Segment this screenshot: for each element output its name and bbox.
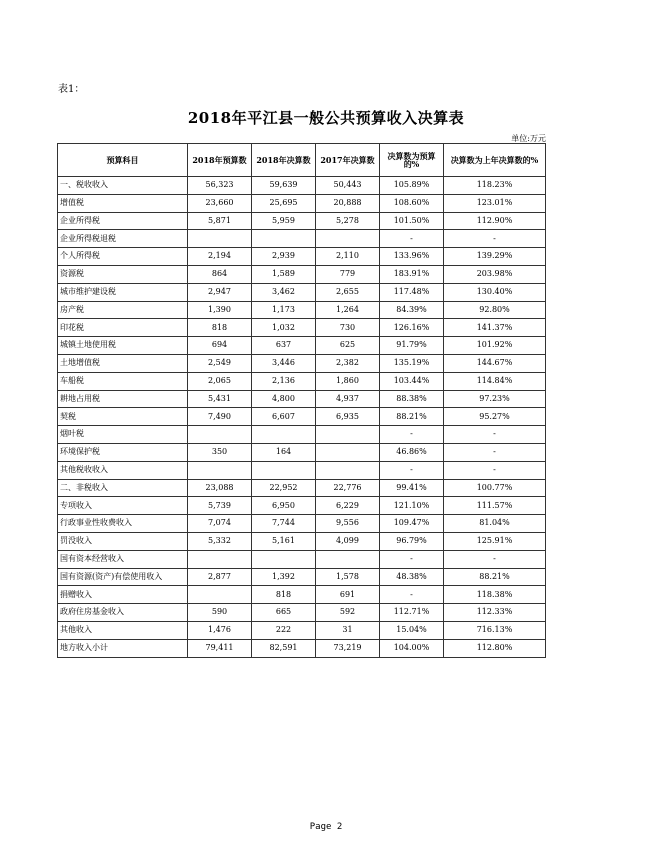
table-row	[58, 621, 546, 639]
cell-pct-prev: 114.84%	[444, 372, 546, 390]
cell-pct-prev: -	[444, 443, 546, 461]
cell-pct-budget: 84.39%	[380, 301, 444, 319]
cell-pct-prev: 125.91%	[444, 532, 546, 550]
cell-subject: 地方收入小计	[58, 639, 188, 657]
cell-pct-budget: 88.38%	[380, 390, 444, 408]
cell-final-2017: 5,278	[316, 212, 380, 230]
cell-final-2017: 22,776	[316, 479, 380, 497]
cell-budget-2018	[188, 426, 252, 444]
cell-final-2017: 9,556	[316, 515, 380, 533]
cell-pct-budget: 15.04%	[380, 621, 444, 639]
cell-budget-2018: 2,877	[188, 568, 252, 586]
cell-subject: 国有资源(资产)有偿使用收入	[58, 568, 188, 586]
cell-pct-budget: 133.96%	[380, 248, 444, 266]
cell-subject: 捐赠收入	[58, 586, 188, 604]
cell-pct-budget: 135.19%	[380, 354, 444, 372]
cell-final-2018: 3,462	[252, 283, 316, 301]
cell-final-2017: 2,110	[316, 248, 380, 266]
cell-budget-2018: 23,660	[188, 194, 252, 212]
cell-final-2017	[316, 443, 380, 461]
cell-final-2018: 25,695	[252, 194, 316, 212]
cell-pct-budget: 99.41%	[380, 479, 444, 497]
cell-subject: 其他收入	[58, 621, 188, 639]
table-row	[58, 497, 546, 515]
table-row	[58, 639, 546, 657]
cell-subject: 增值税	[58, 194, 188, 212]
cell-pct-budget: -	[380, 230, 444, 248]
cell-final-2018: 164	[252, 443, 316, 461]
cell-final-2017: 1,264	[316, 301, 380, 319]
header-pct-prev: 决算数为上年决算数的%	[444, 144, 546, 177]
cell-pct-prev: 88.21%	[444, 568, 546, 586]
page-number: Page 2	[309, 822, 343, 832]
cell-pct-prev: 144.67%	[444, 354, 546, 372]
cell-final-2018: 1,032	[252, 319, 316, 337]
cell-final-2017: 73,219	[316, 639, 380, 657]
cell-subject: 耕地占用税	[58, 390, 188, 408]
cell-pct-prev: -	[444, 426, 546, 444]
cell-final-2018: 1,173	[252, 301, 316, 319]
cell-pct-prev: 118.38%	[444, 586, 546, 604]
cell-pct-budget: 112.71%	[380, 604, 444, 622]
table-row	[58, 283, 546, 301]
cell-final-2017: 4,937	[316, 390, 380, 408]
cell-pct-budget: 126.16%	[380, 319, 444, 337]
header-final-2017: 2017年决算数	[316, 144, 380, 177]
table-body	[58, 177, 546, 658]
cell-pct-budget: 109.47%	[380, 515, 444, 533]
table-row	[58, 390, 546, 408]
cell-pct-budget: 91.79%	[380, 337, 444, 355]
cell-budget-2018: 818	[188, 319, 252, 337]
cell-final-2018: 5,959	[252, 212, 316, 230]
table-row	[58, 319, 546, 337]
cell-pct-budget: 108.60%	[380, 194, 444, 212]
cell-pct-budget: -	[380, 426, 444, 444]
cell-pct-prev: 112.90%	[444, 212, 546, 230]
table-row	[58, 461, 546, 479]
cell-final-2018: 4,800	[252, 390, 316, 408]
table-header-row	[58, 144, 546, 177]
cell-subject: 烟叶税	[58, 426, 188, 444]
header-subject: 预算科目	[58, 144, 188, 177]
cell-subject: 资源税	[58, 265, 188, 283]
cell-final-2018: 2,939	[252, 248, 316, 266]
cell-pct-prev: -	[444, 550, 546, 568]
cell-final-2017: 1,860	[316, 372, 380, 390]
cell-pct-budget: 104.00%	[380, 639, 444, 657]
header-final-2018: 2018年决算数	[252, 144, 316, 177]
cell-final-2017: 50,443	[316, 177, 380, 195]
cell-budget-2018	[188, 550, 252, 568]
cell-final-2018: 5,161	[252, 532, 316, 550]
cell-pct-prev: 101.92%	[444, 337, 546, 355]
cell-subject: 行政事业性收费收入	[58, 515, 188, 533]
cell-pct-prev: 97.23%	[444, 390, 546, 408]
cell-final-2018	[252, 230, 316, 248]
unit-label: 单位:万元	[511, 134, 546, 143]
cell-budget-2018	[188, 230, 252, 248]
cell-pct-prev: 112.33%	[444, 604, 546, 622]
cell-subject: 专项收入	[58, 497, 188, 515]
table-row	[58, 194, 546, 212]
cell-final-2017: 730	[316, 319, 380, 337]
cell-pct-prev: 118.23%	[444, 177, 546, 195]
table-row	[58, 550, 546, 568]
cell-final-2018: 7,744	[252, 515, 316, 533]
cell-budget-2018: 56,323	[188, 177, 252, 195]
cell-budget-2018: 2,194	[188, 248, 252, 266]
cell-final-2018	[252, 461, 316, 479]
cell-pct-budget: 121.10%	[380, 497, 444, 515]
cell-budget-2018: 5,739	[188, 497, 252, 515]
cell-final-2018: 1,589	[252, 265, 316, 283]
cell-final-2017	[316, 230, 380, 248]
cell-subject: 国有资本经营收入	[58, 550, 188, 568]
cell-budget-2018: 590	[188, 604, 252, 622]
header-pct-budget: 决算数为预算的%	[380, 144, 444, 177]
cell-budget-2018: 2,549	[188, 354, 252, 372]
cell-subject: 政府住房基金收入	[58, 604, 188, 622]
cell-final-2017: 6,935	[316, 408, 380, 426]
cell-budget-2018: 5,431	[188, 390, 252, 408]
header-budget-2018: 2018年预算数	[188, 144, 252, 177]
cell-budget-2018: 23,088	[188, 479, 252, 497]
table-row	[58, 426, 546, 444]
cell-final-2017: 20,888	[316, 194, 380, 212]
cell-budget-2018: 1,390	[188, 301, 252, 319]
cell-final-2018: 1,392	[252, 568, 316, 586]
table-label: 表1：	[58, 84, 85, 95]
table-row	[58, 212, 546, 230]
cell-pct-prev: 203.98%	[444, 265, 546, 283]
table-row	[58, 265, 546, 283]
cell-final-2018: 6,607	[252, 408, 316, 426]
cell-subject: 一、税收收入	[58, 177, 188, 195]
cell-subject: 企业所得税	[58, 212, 188, 230]
table-row	[58, 248, 546, 266]
cell-budget-2018: 2,947	[188, 283, 252, 301]
cell-final-2017	[316, 426, 380, 444]
cell-budget-2018: 2,065	[188, 372, 252, 390]
table-row	[58, 479, 546, 497]
cell-subject: 环境保护税	[58, 443, 188, 461]
cell-final-2017: 1,578	[316, 568, 380, 586]
cell-pct-prev: 141.37%	[444, 319, 546, 337]
cell-final-2017: 4,099	[316, 532, 380, 550]
cell-pct-budget: 105.89%	[380, 177, 444, 195]
cell-subject: 罚没收入	[58, 532, 188, 550]
cell-pct-prev: 81.04%	[444, 515, 546, 533]
table-row	[58, 408, 546, 426]
cell-pct-budget: -	[380, 586, 444, 604]
table-row	[58, 532, 546, 550]
cell-pct-budget: 183.91%	[380, 265, 444, 283]
cell-pct-prev: -	[444, 230, 546, 248]
table-row	[58, 568, 546, 586]
page-title: 2018年平江县一般公共预算收入决算表	[187, 109, 465, 127]
cell-pct-budget: -	[380, 550, 444, 568]
cell-subject: 房产税	[58, 301, 188, 319]
cell-pct-prev: 130.40%	[444, 283, 546, 301]
cell-final-2018	[252, 426, 316, 444]
cell-pct-prev: 112.80%	[444, 639, 546, 657]
cell-final-2017: 779	[316, 265, 380, 283]
cell-final-2018: 3,446	[252, 354, 316, 372]
table-row	[58, 301, 546, 319]
table-row	[58, 230, 546, 248]
cell-final-2018: 82,591	[252, 639, 316, 657]
cell-final-2018: 818	[252, 586, 316, 604]
cell-pct-prev: 100.77%	[444, 479, 546, 497]
cell-final-2017: 2,382	[316, 354, 380, 372]
cell-final-2018: 59,639	[252, 177, 316, 195]
cell-pct-prev: 95.27%	[444, 408, 546, 426]
table-row	[58, 354, 546, 372]
table-row	[58, 337, 546, 355]
cell-budget-2018: 5,871	[188, 212, 252, 230]
cell-pct-prev: 139.29%	[444, 248, 546, 266]
table-row	[58, 372, 546, 390]
cell-budget-2018	[188, 586, 252, 604]
cell-subject: 土地增值税	[58, 354, 188, 372]
cell-final-2017: 2,655	[316, 283, 380, 301]
cell-final-2018: 665	[252, 604, 316, 622]
cell-pct-budget: 103.44%	[380, 372, 444, 390]
cell-subject: 二、非税收入	[58, 479, 188, 497]
table-row	[58, 443, 546, 461]
cell-final-2018: 637	[252, 337, 316, 355]
cell-budget-2018: 694	[188, 337, 252, 355]
cell-final-2018	[252, 550, 316, 568]
cell-final-2018: 222	[252, 621, 316, 639]
cell-budget-2018: 79,411	[188, 639, 252, 657]
cell-pct-budget: 101.50%	[380, 212, 444, 230]
cell-subject: 企业所得税退税	[58, 230, 188, 248]
cell-pct-prev: -	[444, 461, 546, 479]
cell-final-2017	[316, 461, 380, 479]
cell-budget-2018	[188, 461, 252, 479]
cell-subject: 其他税收收入	[58, 461, 188, 479]
cell-pct-budget: 48.38%	[380, 568, 444, 586]
cell-budget-2018: 7,490	[188, 408, 252, 426]
budget-table	[57, 143, 546, 658]
cell-pct-budget: 96.79%	[380, 532, 444, 550]
cell-pct-prev: 111.57%	[444, 497, 546, 515]
cell-pct-budget: 117.48%	[380, 283, 444, 301]
cell-final-2017: 31	[316, 621, 380, 639]
cell-final-2017: 592	[316, 604, 380, 622]
cell-final-2018: 6,950	[252, 497, 316, 515]
table-row	[58, 515, 546, 533]
cell-subject: 印花税	[58, 319, 188, 337]
cell-pct-budget: 46.86%	[380, 443, 444, 461]
cell-pct-budget: -	[380, 461, 444, 479]
cell-pct-prev: 123.01%	[444, 194, 546, 212]
cell-budget-2018: 5,332	[188, 532, 252, 550]
cell-subject: 契税	[58, 408, 188, 426]
table-row	[58, 604, 546, 622]
cell-budget-2018: 864	[188, 265, 252, 283]
table-row	[58, 177, 546, 195]
cell-final-2017	[316, 550, 380, 568]
cell-pct-prev: 716.13%	[444, 621, 546, 639]
cell-subject: 车船税	[58, 372, 188, 390]
cell-subject: 个人所得税	[58, 248, 188, 266]
cell-final-2018: 2,136	[252, 372, 316, 390]
cell-pct-prev: 92.80%	[444, 301, 546, 319]
cell-final-2017: 691	[316, 586, 380, 604]
cell-budget-2018: 7,074	[188, 515, 252, 533]
cell-budget-2018: 350	[188, 443, 252, 461]
cell-final-2017: 625	[316, 337, 380, 355]
cell-subject: 城镇土地使用税	[58, 337, 188, 355]
table-row	[58, 586, 546, 604]
cell-budget-2018: 1,476	[188, 621, 252, 639]
cell-pct-budget: 88.21%	[380, 408, 444, 426]
cell-subject: 城市维护建设税	[58, 283, 188, 301]
cell-final-2017: 6,229	[316, 497, 380, 515]
cell-final-2018: 22,952	[252, 479, 316, 497]
